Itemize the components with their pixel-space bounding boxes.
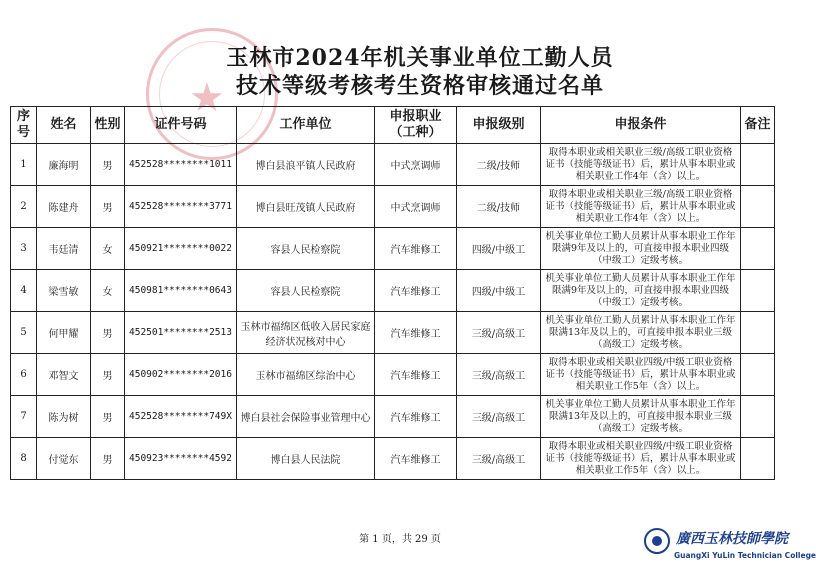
header-id: 证件号码 <box>125 107 237 144</box>
cell-seq: 8 <box>11 438 37 480</box>
cell-gender: 女 <box>91 270 125 312</box>
cell-job: 汽车维修工 <box>375 438 457 480</box>
page-number: 第 1 页，共 29 页 <box>359 534 441 545</box>
cell-cond: 取得本职业或相关职业三级/高级工职业资格证书（技能等级证书）后，累计从事本职业或相关职业工作4年（含）以上。 <box>541 144 741 186</box>
header-job: 申报职业（工种） <box>375 107 457 144</box>
cell-org: 容县人民检察院 <box>237 228 375 270</box>
cell-note <box>741 186 775 228</box>
cell-gender: 男 <box>91 312 125 354</box>
cell-level: 三级/高级工 <box>457 396 541 438</box>
cell-name: 付觉东 <box>37 438 91 480</box>
cell-seq: 3 <box>11 228 37 270</box>
cell-note <box>741 144 775 186</box>
table-row <box>11 438 775 480</box>
cell-note <box>741 228 775 270</box>
document-title <box>0 44 800 100</box>
header-org: 工作单位 <box>237 107 375 144</box>
cell-level: 四级/中级工 <box>457 228 541 270</box>
header-gender: 性别 <box>91 107 125 144</box>
cell-id: 450921********0022 <box>125 228 237 270</box>
cell-name: 何甲耀 <box>37 312 91 354</box>
cell-name: 梁雪敏 <box>37 270 91 312</box>
cell-org: 博白县旺茂镇人民政府 <box>237 186 375 228</box>
cell-note <box>741 270 775 312</box>
cell-note <box>741 312 775 354</box>
cell-seq: 2 <box>11 186 37 228</box>
cell-job: 汽车维修工 <box>375 270 457 312</box>
table-row <box>11 354 775 396</box>
header-seq: 序号 <box>11 107 37 144</box>
logo-text-en: GuangXi YuLin Technician College <box>674 551 816 560</box>
cell-name: 廉海明 <box>37 144 91 186</box>
cell-id: 452528********749X <box>125 396 237 438</box>
header-note: 备注 <box>741 107 775 144</box>
title-line-2: 技术等级考核考生资格审核通过名单 <box>235 73 604 99</box>
cell-org: 玉林市福绵区综治中心 <box>237 354 375 396</box>
cell-note <box>741 396 775 438</box>
cell-level: 三级/高级工 <box>457 312 541 354</box>
cell-level: 三级/高级工 <box>457 438 541 480</box>
cell-job: 中式烹调师 <box>375 144 457 186</box>
cell-job: 汽车维修工 <box>375 312 457 354</box>
cell-note <box>741 438 775 480</box>
table-row <box>11 144 775 186</box>
cell-gender: 男 <box>91 396 125 438</box>
cell-id: 452501********2513 <box>125 312 237 354</box>
cell-note <box>741 354 775 396</box>
table-row <box>11 270 775 312</box>
cell-org: 博白县人民法院 <box>237 438 375 480</box>
cell-org: 容县人民检察院 <box>237 270 375 312</box>
cell-seq: 4 <box>11 270 37 312</box>
cell-gender: 男 <box>91 354 125 396</box>
cell-id: 450902********2016 <box>125 354 237 396</box>
cell-cond: 取得本职业或相关职业四级/中级工职业资格证书（技能等级证书）后，累计从事本职业或相关职业工作5年（含）以上。 <box>541 438 741 480</box>
cell-level: 二级/技师 <box>457 144 541 186</box>
college-logo <box>642 524 816 564</box>
college-emblem-icon <box>644 528 670 554</box>
table-header-row <box>11 107 775 144</box>
table-row <box>11 186 775 228</box>
cell-org: 玉林市福绵区低收入居民家庭经济状况核对中心 <box>237 312 375 354</box>
star-icon: ★ <box>189 75 225 121</box>
cell-gender: 男 <box>91 144 125 186</box>
cell-id: 450923********4592 <box>125 438 237 480</box>
cell-gender: 女 <box>91 228 125 270</box>
cell-cond: 机关事业单位工勤人员累计从事本职业工作年限满13年及以上的，可直接申报本职业三级（高级工）定级考核。 <box>541 396 741 438</box>
header-name: 姓名 <box>37 107 91 144</box>
cell-job: 中式烹调师 <box>375 186 457 228</box>
logo-text-cn: 廣西玉林技師學院 <box>676 531 788 547</box>
cell-level: 四级/中级工 <box>457 270 541 312</box>
title-line-1: 玉林市2024年机关事业单位工勤人员 <box>226 45 614 71</box>
cell-cond: 机关事业单位工勤人员累计从事本职业工作年限满13年及以上的，可直接申报本职业三级（高级工）定级考核。 <box>541 312 741 354</box>
cell-seq: 1 <box>11 144 37 186</box>
cell-cond: 取得本职业或相关职业三级/高级工职业资格证书（技能等级证书）后，累计从事本职业或相关职业工作4年（含）以上。 <box>541 186 741 228</box>
cell-level: 三级/高级工 <box>457 354 541 396</box>
table-row <box>11 312 775 354</box>
cell-gender: 男 <box>91 438 125 480</box>
cell-id: 450981********0643 <box>125 270 237 312</box>
cell-org: 博白县浪平镇人民政府 <box>237 144 375 186</box>
cell-level: 二级/技师 <box>457 186 541 228</box>
cell-cond: 取得本职业或相关职业四级/中级工职业资格证书（技能等级证书）后，累计从事本职业或相关职业工作5年（含）以上。 <box>541 354 741 396</box>
cell-name: 韦廷清 <box>37 228 91 270</box>
candidate-table <box>10 106 775 480</box>
cell-name: 邓智文 <box>37 354 91 396</box>
cell-org: 博白县社会保险事业管理中心 <box>237 396 375 438</box>
cell-job: 汽车维修工 <box>375 228 457 270</box>
table-row <box>11 228 775 270</box>
header-cond: 申报条件 <box>541 107 741 144</box>
cell-job: 汽车维修工 <box>375 354 457 396</box>
cell-id: 452528********1011 <box>125 144 237 186</box>
table-row <box>11 396 775 438</box>
cell-seq: 5 <box>11 312 37 354</box>
header-level: 申报级别 <box>457 107 541 144</box>
cell-cond: 机关事业单位工勤人员累计从事本职业工作年限满9年及以上的，可直接申报本职业四级（中级工）定级考核。 <box>541 228 741 270</box>
cell-seq: 7 <box>11 396 37 438</box>
cell-name: 陈为树 <box>37 396 91 438</box>
cell-id: 452528********3771 <box>125 186 237 228</box>
cell-name: 陈建舟 <box>37 186 91 228</box>
cell-gender: 男 <box>91 186 125 228</box>
cell-seq: 6 <box>11 354 37 396</box>
cell-job: 汽车维修工 <box>375 396 457 438</box>
cell-cond: 机关事业单位工勤人员累计从事本职业工作年限满9年及以上的，可直接申报本职业四级（中级工）定级考核。 <box>541 270 741 312</box>
